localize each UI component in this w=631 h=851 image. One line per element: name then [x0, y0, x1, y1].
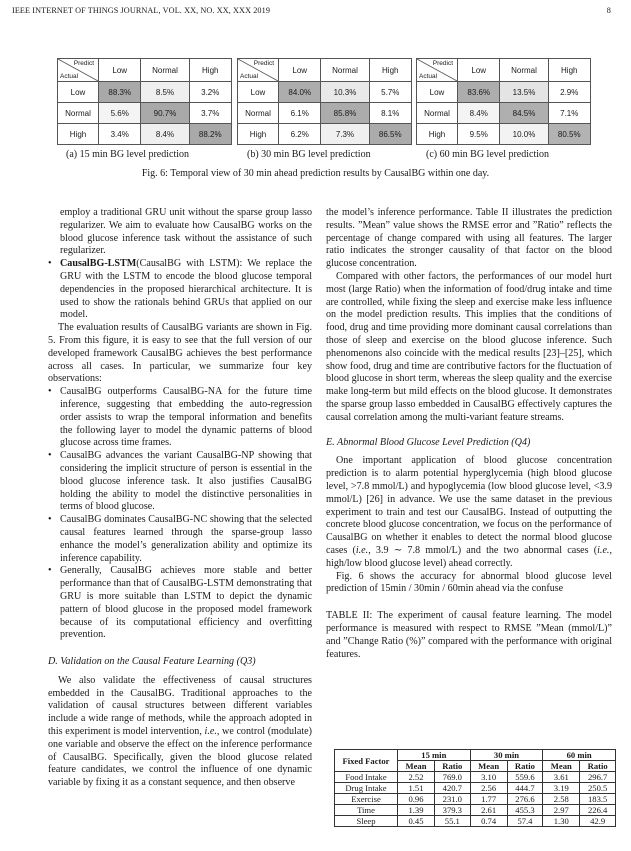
matrix-cell: 88.2%: [189, 124, 232, 145]
table-causal-feature: [334, 749, 616, 827]
matrix-cell: 88.3%: [99, 82, 141, 103]
observation-item: [48, 514, 312, 565]
matrix-cell: 3.2%: [189, 82, 232, 103]
predict-label: Predict: [432, 60, 453, 67]
col-header-normal: Normal: [321, 59, 369, 82]
col-header-low: Low: [458, 59, 500, 82]
table-cell-factor: Sleep: [335, 816, 398, 827]
figure-caption: Fig. 6: Temporal view of 30 min ahead prediction results by CausalBG within one day.: [141, 168, 490, 179]
matrix-cell: 86.5%: [369, 124, 412, 145]
table-cell: 0.74: [470, 816, 507, 827]
bullet-dot: •: [48, 450, 52, 462]
table-cell-factor: Drug Intake: [335, 783, 398, 794]
matrix-cell: 6.1%: [279, 103, 321, 124]
row-header-normal: Normal: [58, 103, 99, 124]
table-cell: 226.4: [580, 805, 616, 816]
table-cell: 2.56: [470, 783, 507, 794]
table-cell: 3.19: [543, 783, 580, 794]
section-heading-d: D. Validation on the Causal Feature Learning (Q3): [48, 656, 256, 668]
text: , 3.9 ∼ 7.8 mmol/L) and the two abnormal cases (: [368, 544, 598, 556]
journal-name: IEEE INTERNET OF THINGS JOURNAL, VOL. XX, NO. XX, XXX 2019: [12, 6, 271, 15]
table-cell-factor: Exercise: [335, 794, 398, 805]
table-group-header: 60 min: [543, 750, 616, 761]
table-group-header: 15 min: [398, 750, 471, 761]
matrix-corner: [58, 59, 99, 82]
table-cell: 444.7: [507, 783, 543, 794]
table-cell: 379.3: [435, 805, 471, 816]
table-row: [335, 794, 616, 805]
table-cell: 276.6: [507, 794, 543, 805]
matrix-cell: 5.6%: [99, 103, 141, 124]
paragraph-validation: [48, 675, 312, 790]
matrix-cell: 6.2%: [279, 124, 321, 145]
table-body: [335, 772, 616, 827]
table-cell: 250.5: [580, 783, 616, 794]
confusion-matrix-60min: [416, 58, 591, 145]
row-header-low: Low: [58, 82, 99, 103]
text: , we control (modulate) one variable and observe the effect on the inference performance of CausalBG. Specifically, given the blood glucose related feature candidates, we control the influence of one dynamic variable by fixing it as a constant sequence, and then observe: [48, 726, 312, 789]
table2-caption: TABLE II: The experiment of causal feature learning. The model performance is measured with respect to RMSE ”Mean (mmol/L)” and ”Change Ratio (%)” compared with the performance with original features.: [326, 610, 612, 660]
table-subheader: Ratio: [435, 761, 471, 772]
running-header: [12, 6, 611, 15]
matrix-cell: 83.6%: [458, 82, 500, 103]
table-cell: 769.0: [435, 772, 471, 783]
observation-text: Generally, CausalBG achieves more stable and better performance than that of CausalBG-LSTM demonstrating that GRU is more suitable than LSTM to depict the dynamic pattern of blood glucose in the proposed model framework because of its computational efficiency and overfitting prevention.: [60, 565, 312, 641]
observation-item: [48, 565, 312, 642]
subcaption-b: (b) 30 min BG level prediction: [247, 149, 371, 160]
table-row: [335, 783, 616, 794]
matrix-cell: 80.5%: [548, 124, 591, 145]
row-header-high: High: [238, 124, 279, 145]
observation-item: [48, 386, 312, 450]
text-italic: i.e.: [355, 544, 369, 556]
actual-label: Actual: [240, 73, 259, 80]
table-cell: 2.58: [543, 794, 580, 805]
matrix-cell: 8.4%: [141, 124, 189, 145]
table-cell: 57.4: [507, 816, 543, 827]
matrix-cell: 85.8%: [321, 103, 369, 124]
matrix-cell: 9.5%: [458, 124, 500, 145]
table-cell: 42.9: [580, 816, 616, 827]
matrix-cell: 90.7%: [141, 103, 189, 124]
matrix-cell: 7.1%: [548, 103, 591, 124]
paragraph-fig6: Fig. 6 shows the accuracy for abnormal blood glucose level prediction of 15min / 30min / 60min ahead via the confuse: [326, 570, 612, 595]
table-cell: 1.51: [398, 783, 435, 794]
left-column: [48, 207, 312, 790]
matrix-cell: 8.5%: [141, 82, 189, 103]
col-header-low: Low: [279, 59, 321, 82]
variant-description: employ a traditional GRU unit without the sparse group lasso regularizer. We aim to evaluate how CausalBG works on the blood glucose inference task without the assistance of such regularizer.: [60, 207, 312, 257]
confusion-matrix-30min: [237, 58, 412, 145]
col-header-normal: Normal: [141, 59, 189, 82]
subcaption-c: (c) 60 min BG level prediction: [426, 149, 550, 160]
text: , high/low blood glucose level) ahead correctly.: [326, 544, 612, 569]
row-header-normal: Normal: [238, 103, 279, 124]
paragraph-abnormal: [326, 455, 612, 570]
matrix-cell: 5.7%: [369, 82, 412, 103]
table-subheader: Mean: [470, 761, 507, 772]
table-cell: 2.61: [470, 805, 507, 816]
matrix-cell: 13.5%: [500, 82, 548, 103]
observation-text: CausalBG dominates CausalBG-NC showing that the selected causal features learned through the sparse-group lasso enhance the model’s generalization ability and optimize its inference capability.: [60, 514, 312, 564]
right-column: [326, 207, 612, 661]
table-cell: 559.6: [507, 772, 543, 783]
table-cell: 3.61: [543, 772, 580, 783]
table-row: [335, 772, 616, 783]
bullet-dot: •: [48, 565, 52, 577]
bullet-dot: •: [48, 258, 52, 270]
text-italic: i.e.: [597, 544, 610, 556]
matrix-cell: 8.1%: [369, 103, 412, 124]
text: One important application of blood glucose concentration prediction is to alarm potential hyperglycemia (high blood glucose level, >7.8 mmol/L) and hypoglycemia (low blood glucose level, <3.9 mmol/L) [26] in advance. We use the same dataset in the previous experiment to train and test our CausalBG. Instead of outputting the concrete blood glucose concentration, we focus on the performance of CausalBG on whether it enables to detect the normal blood glucose cases (: [326, 455, 612, 556]
table-subheader: Ratio: [507, 761, 543, 772]
col-header-low: Low: [99, 59, 141, 82]
table-cell: 0.45: [398, 816, 435, 827]
actual-label: Actual: [419, 73, 438, 80]
matrix-corner: [238, 59, 279, 82]
table-cell: 455.3: [507, 805, 543, 816]
matrix-cell: 7.3%: [321, 124, 369, 145]
table-subheader: Mean: [398, 761, 435, 772]
bullet-dot: •: [48, 386, 52, 398]
row-header-low: Low: [238, 82, 279, 103]
matrix-cell: 8.4%: [458, 103, 500, 124]
table-cell: 231.0: [435, 794, 471, 805]
table-cell: 1.30: [543, 816, 580, 827]
variant-text: (CausalBG with LSTM): We replace the GRU with the LSTM to encode the blood glucose temporal dependencies in the proposed hierarchical architecture. It is used to show the rationals behind GRUs that applied on our model.: [60, 258, 312, 321]
table-row: [335, 805, 616, 816]
matrix-cell: 3.4%: [99, 124, 141, 145]
predict-label: Predict: [253, 60, 274, 67]
subcaption-a: (a) 15 min BG level prediction: [66, 149, 190, 160]
table-header-factor: Fixed Factor: [335, 750, 398, 772]
table-cell: 296.7: [580, 772, 616, 783]
table-cell: 2.52: [398, 772, 435, 783]
variant-name: CausalBG-LSTM: [60, 258, 137, 270]
observation-text: CausalBG advances the variant CausalBG-NP showing that considering the implicit structure of person is essential in the blood glucose inference task. It also justifies CausalBG holding the ability to model the distinctive personalities in terms of blood glucose.: [60, 450, 312, 513]
paragraph-results: the model’s inference performance. Table II illustrates the prediction results. ”Mean” value shows the RMSE error and ”Ratio” reflects the percentage of change compared with using all features. The larger ratio indicates the stronger causality of that factor on the blood glucose concentration.: [326, 207, 612, 270]
bullet-causalbg-lstm: [48, 258, 312, 322]
table-cell-factor: Food Intake: [335, 772, 398, 783]
row-header-low: Low: [417, 82, 458, 103]
table-cell: 420.7: [435, 783, 471, 794]
table-subheader: Ratio: [580, 761, 616, 772]
page-number: 8: [606, 6, 611, 15]
table-cell-factor: Time: [335, 805, 398, 816]
table-cell: 1.77: [470, 794, 507, 805]
section-heading-e: E. Abnormal Blood Glucose Level Prediction (Q4): [326, 436, 531, 448]
matrix-cell: 84.5%: [500, 103, 548, 124]
matrix-cell: 10.3%: [321, 82, 369, 103]
predict-label: Predict: [73, 60, 94, 67]
col-header-high: High: [548, 59, 591, 82]
row-header-high: High: [58, 124, 99, 145]
table-subheader: Mean: [543, 761, 580, 772]
matrix-cell: 84.0%: [279, 82, 321, 103]
matrix-corner: [417, 59, 458, 82]
col-header-high: High: [369, 59, 412, 82]
row-header-high: High: [417, 124, 458, 145]
text: We also validate the effectiveness of causal structures embedded in the CausalBG. Traditional approaches to the validation of causal structures between different variables include a wide range of methods, while the approach adopted in this experiment is model intervention,: [48, 674, 312, 738]
table-cell: 55.1: [435, 816, 471, 827]
table-cell: 2.97: [543, 805, 580, 816]
table-cell: 3.10: [470, 772, 507, 783]
matrix-cell: 2.9%: [548, 82, 591, 103]
table-cell: 0.96: [398, 794, 435, 805]
col-header-normal: Normal: [500, 59, 548, 82]
text-italic: i.e.: [204, 726, 217, 738]
observation-item: [48, 450, 312, 514]
table-row: [335, 816, 616, 827]
observation-text: CausalBG outperforms CausalBG-NA for the future time inference, suggesting that embedding the auto-regression order assists to wrap the temporal information and benefits the following layer to model the dynamic patterns of blood glucose across time frames.: [60, 386, 312, 449]
table-cell: 1.39: [398, 805, 435, 816]
confusion-matrix-15min: [57, 58, 232, 145]
table-cell: 183.5: [580, 794, 616, 805]
matrix-cell: 10.0%: [500, 124, 548, 145]
paragraph-evaluation: The evaluation results of CausalBG variants are shown in Fig. 5. From this figure, it is easy to see that the full version of our developed framework CausalBG achieves the best performance across all cases. In particular, we summarize four key observations:: [48, 322, 312, 385]
row-header-normal: Normal: [417, 103, 458, 124]
table-group-header: 30 min: [470, 750, 543, 761]
actual-label: Actual: [60, 73, 79, 80]
col-header-high: High: [189, 59, 232, 82]
matrix-cell: 3.7%: [189, 103, 232, 124]
bullet-dot: •: [48, 514, 52, 526]
paragraph-comparison: Compared with other factors, the performances of our model hurt most (large Ratio) when the information of food/drug intake and time are controlled, while fixing the sleep and exercise make less influence on the model prediction results. This implies that the conditions of food, drug and time providing more dominant causal correlations than those of sleep and exercise on the blood glucose inference. Such phenomenons also coincide with the medical results [23]–[25], which show food, drug and time are contributive factors for the fluctuation of blood glucose in short term, whereas the sleep quality and the exercise make long-term but mild effects on the blood glucose. It demonstrates the sparse group lasso embedded in CausalBG effectively captures the causal correlation among the multi-variant feature streams.: [326, 270, 612, 423]
